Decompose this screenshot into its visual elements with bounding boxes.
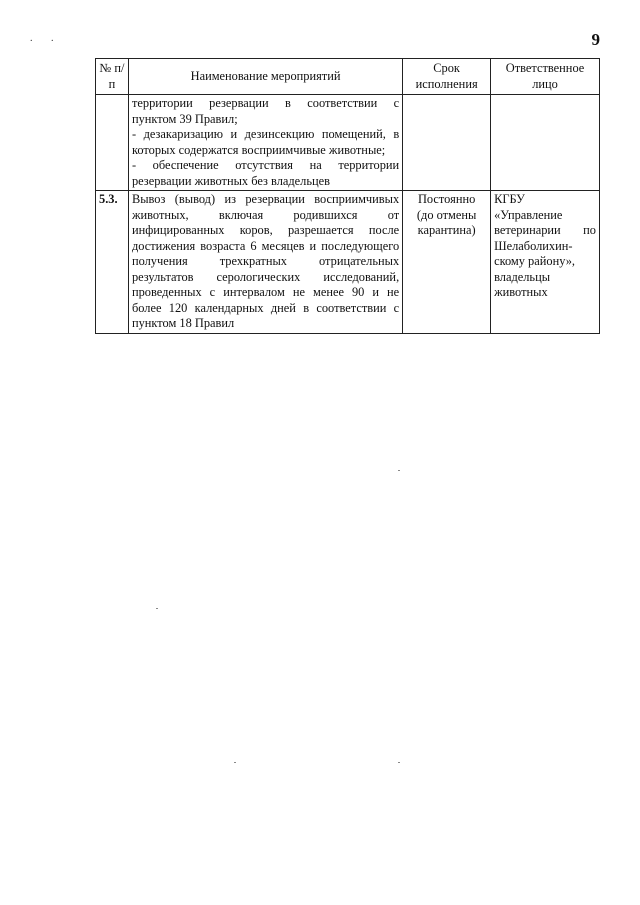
row53-line-2: животных, включая родившихся от bbox=[131, 207, 400, 222]
header-num: № п/п bbox=[96, 59, 129, 95]
cont-resp-cell bbox=[491, 95, 600, 191]
cont-name-cell bbox=[128, 95, 402, 191]
row53-line-3: инфицированных коров, разрешается после bbox=[131, 223, 400, 237]
row53-num: 5.3. bbox=[96, 191, 129, 334]
table-header-row bbox=[96, 59, 600, 95]
header-responsible: Ответственное лицо bbox=[491, 59, 600, 95]
row53-line-7: проведенных с интервалом не менее 90 и не bbox=[131, 285, 400, 299]
scan-dot bbox=[234, 762, 236, 763]
measures-table bbox=[95, 58, 600, 334]
header-term: Срок исполнения bbox=[403, 59, 491, 95]
cont-line-5: - обеспечение отсутствия на территории bbox=[131, 158, 400, 172]
row53-line-9: пунктом 18 Правил bbox=[131, 316, 235, 330]
row53-resp-3: ветеринарии по bbox=[494, 223, 596, 237]
row53-resp-1: КГБУ bbox=[494, 192, 525, 206]
cont-num-cell bbox=[96, 95, 129, 191]
row53-term-1: Постоянно bbox=[417, 192, 476, 206]
cont-line-2: пунктом 39 Правил; bbox=[131, 111, 238, 126]
row53-line-6: результатов серологических исследований, bbox=[131, 269, 400, 284]
cont-term-cell bbox=[403, 95, 491, 191]
scan-dot bbox=[156, 608, 158, 609]
row53-resp-7: животных bbox=[494, 285, 548, 299]
row53-name-cell bbox=[128, 191, 402, 334]
row53-resp-cell bbox=[491, 191, 600, 334]
page-number: 9 bbox=[591, 30, 600, 49]
row53-resp-6: владельцы bbox=[494, 269, 551, 284]
table-row bbox=[96, 95, 600, 191]
table-row bbox=[96, 191, 600, 334]
cont-line-6: резервации животных без владельцев bbox=[131, 173, 330, 188]
scan-dot bbox=[398, 762, 400, 763]
row53-resp-2: «Управление bbox=[494, 207, 563, 222]
scan-dot bbox=[398, 470, 400, 471]
header-name: Наименование мероприятий bbox=[128, 59, 402, 95]
cont-line-1: территории резервации в соответствии с bbox=[131, 96, 400, 110]
row53-term-2: (до отмены bbox=[416, 207, 477, 222]
row53-line-5: получения трехкратных отрицательных bbox=[131, 254, 400, 268]
row53-line-1: Вывоз (вывод) из резервации восприимчивых bbox=[131, 192, 400, 206]
row53-term-cell bbox=[403, 191, 491, 334]
row53-resp-4: Шелаболихин- bbox=[494, 238, 573, 253]
row53-line-8: более 120 календарных дней в соответствии с bbox=[131, 300, 400, 315]
row53-resp-5: скому району», bbox=[494, 254, 576, 268]
cont-line-3: - дезакаризацию и дезинсекцию помещений, в bbox=[131, 127, 400, 141]
row53-term-3: карантина) bbox=[417, 223, 476, 237]
scan-specks: . . bbox=[30, 33, 62, 44]
row53-line-4: достижения возраста 6 месяцев и последующего bbox=[131, 238, 400, 253]
cont-line-4: которых содержатся восприимчивые животные; bbox=[131, 142, 386, 157]
